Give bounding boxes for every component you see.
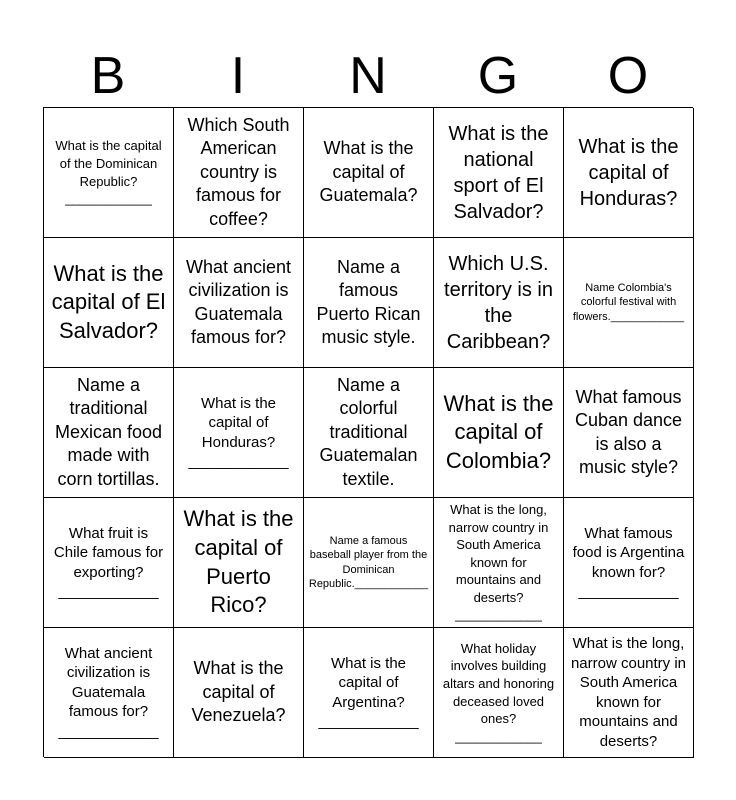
bingo-cell (44, 108, 174, 238)
bingo-cell (304, 238, 434, 368)
bingo-cell (304, 498, 434, 628)
header-letter-n: N (349, 47, 387, 105)
cell-text: What is the capital of Puerto Rico? (183, 506, 294, 618)
cell-text: Which U.S. territory is in the Caribbean? (444, 252, 553, 353)
bingo-cell (304, 368, 434, 498)
bingo-cell (174, 368, 304, 498)
header-letter-b: B (90, 47, 126, 105)
cell-text: What famous food is Argentina known for? ____________ (572, 524, 685, 600)
bingo-cell (304, 628, 434, 758)
bingo-cell (564, 498, 694, 628)
cell-text: What is the long, narrow country in South America known for mountains and deserts? ____________ (448, 502, 549, 623)
cell-text: Name Colombia's colorful festival with flowers.____________ (572, 282, 685, 323)
cell-text: What is the capital of Colombia? (443, 390, 554, 473)
header-letter-o: O (607, 47, 649, 105)
cell-text: Name a famous Puerto Rican music style. (316, 256, 421, 347)
bingo-cell (44, 368, 174, 498)
bingo-header (43, 48, 693, 104)
cell-text: What is the capital of El Salvador? (51, 260, 166, 343)
cell-text: What ancient civilization is Guatemala famous for? ____________ (58, 644, 159, 740)
bingo-card-grid (43, 107, 693, 757)
cell-text: Name a traditional Mexican food made with corn tortillas. (54, 375, 163, 489)
cell-text: What is the capital of Guatemala? (319, 138, 418, 206)
bingo-cell (434, 368, 564, 498)
bingo-cell (174, 628, 304, 758)
bingo-cell (174, 108, 304, 238)
cell-text: What is the capital of Venezuela? (191, 658, 286, 726)
cell-text: What ancient civilization is Guatemala famous for? (185, 256, 292, 347)
bingo-cell (434, 108, 564, 238)
bingo-cell (44, 628, 174, 758)
cell-text: What famous Cuban dance is also a music style? (574, 386, 683, 477)
bingo-cell (434, 628, 564, 758)
cell-text: What is the capital of Honduras? ____________ (188, 394, 289, 470)
bingo-cell (44, 498, 174, 628)
cell-text: What is the capital of the Dominican Republic? ____________ (55, 138, 162, 207)
cell-text: What fruit is Chile famous for exporting? ____________ (53, 524, 164, 600)
bingo-cell (434, 238, 564, 368)
cell-text: Name a famous baseball player from the Dominican Republic.____________ (308, 534, 429, 590)
cell-text: What holiday involves building altars and honoring deceased loved ones? ____________ (442, 640, 555, 744)
cell-text: Name a colorful traditional Guatemalan textile. (319, 375, 418, 489)
cell-text: What is the capital of Argentina? ____________ (318, 654, 419, 730)
bingo-cell (564, 368, 694, 498)
bingo-cell (304, 108, 434, 238)
bingo-cell (564, 238, 694, 368)
bingo-cell (44, 238, 174, 368)
header-letter-g: G (477, 47, 519, 105)
header-letter-i: I (230, 47, 246, 105)
bingo-cell (564, 628, 694, 758)
bingo-cell (174, 498, 304, 628)
cell-text: Which South American country is famous for coffee? (187, 115, 290, 229)
cell-text: What is the long, narrow country in South America known for mountains and deserts? (570, 635, 687, 750)
bingo-cell (434, 498, 564, 628)
bingo-cell (564, 108, 694, 238)
cell-text: What is the capital of Honduras? (578, 135, 679, 210)
bingo-cell (174, 238, 304, 368)
cell-text: What is the national sport of El Salvador? (448, 122, 549, 223)
